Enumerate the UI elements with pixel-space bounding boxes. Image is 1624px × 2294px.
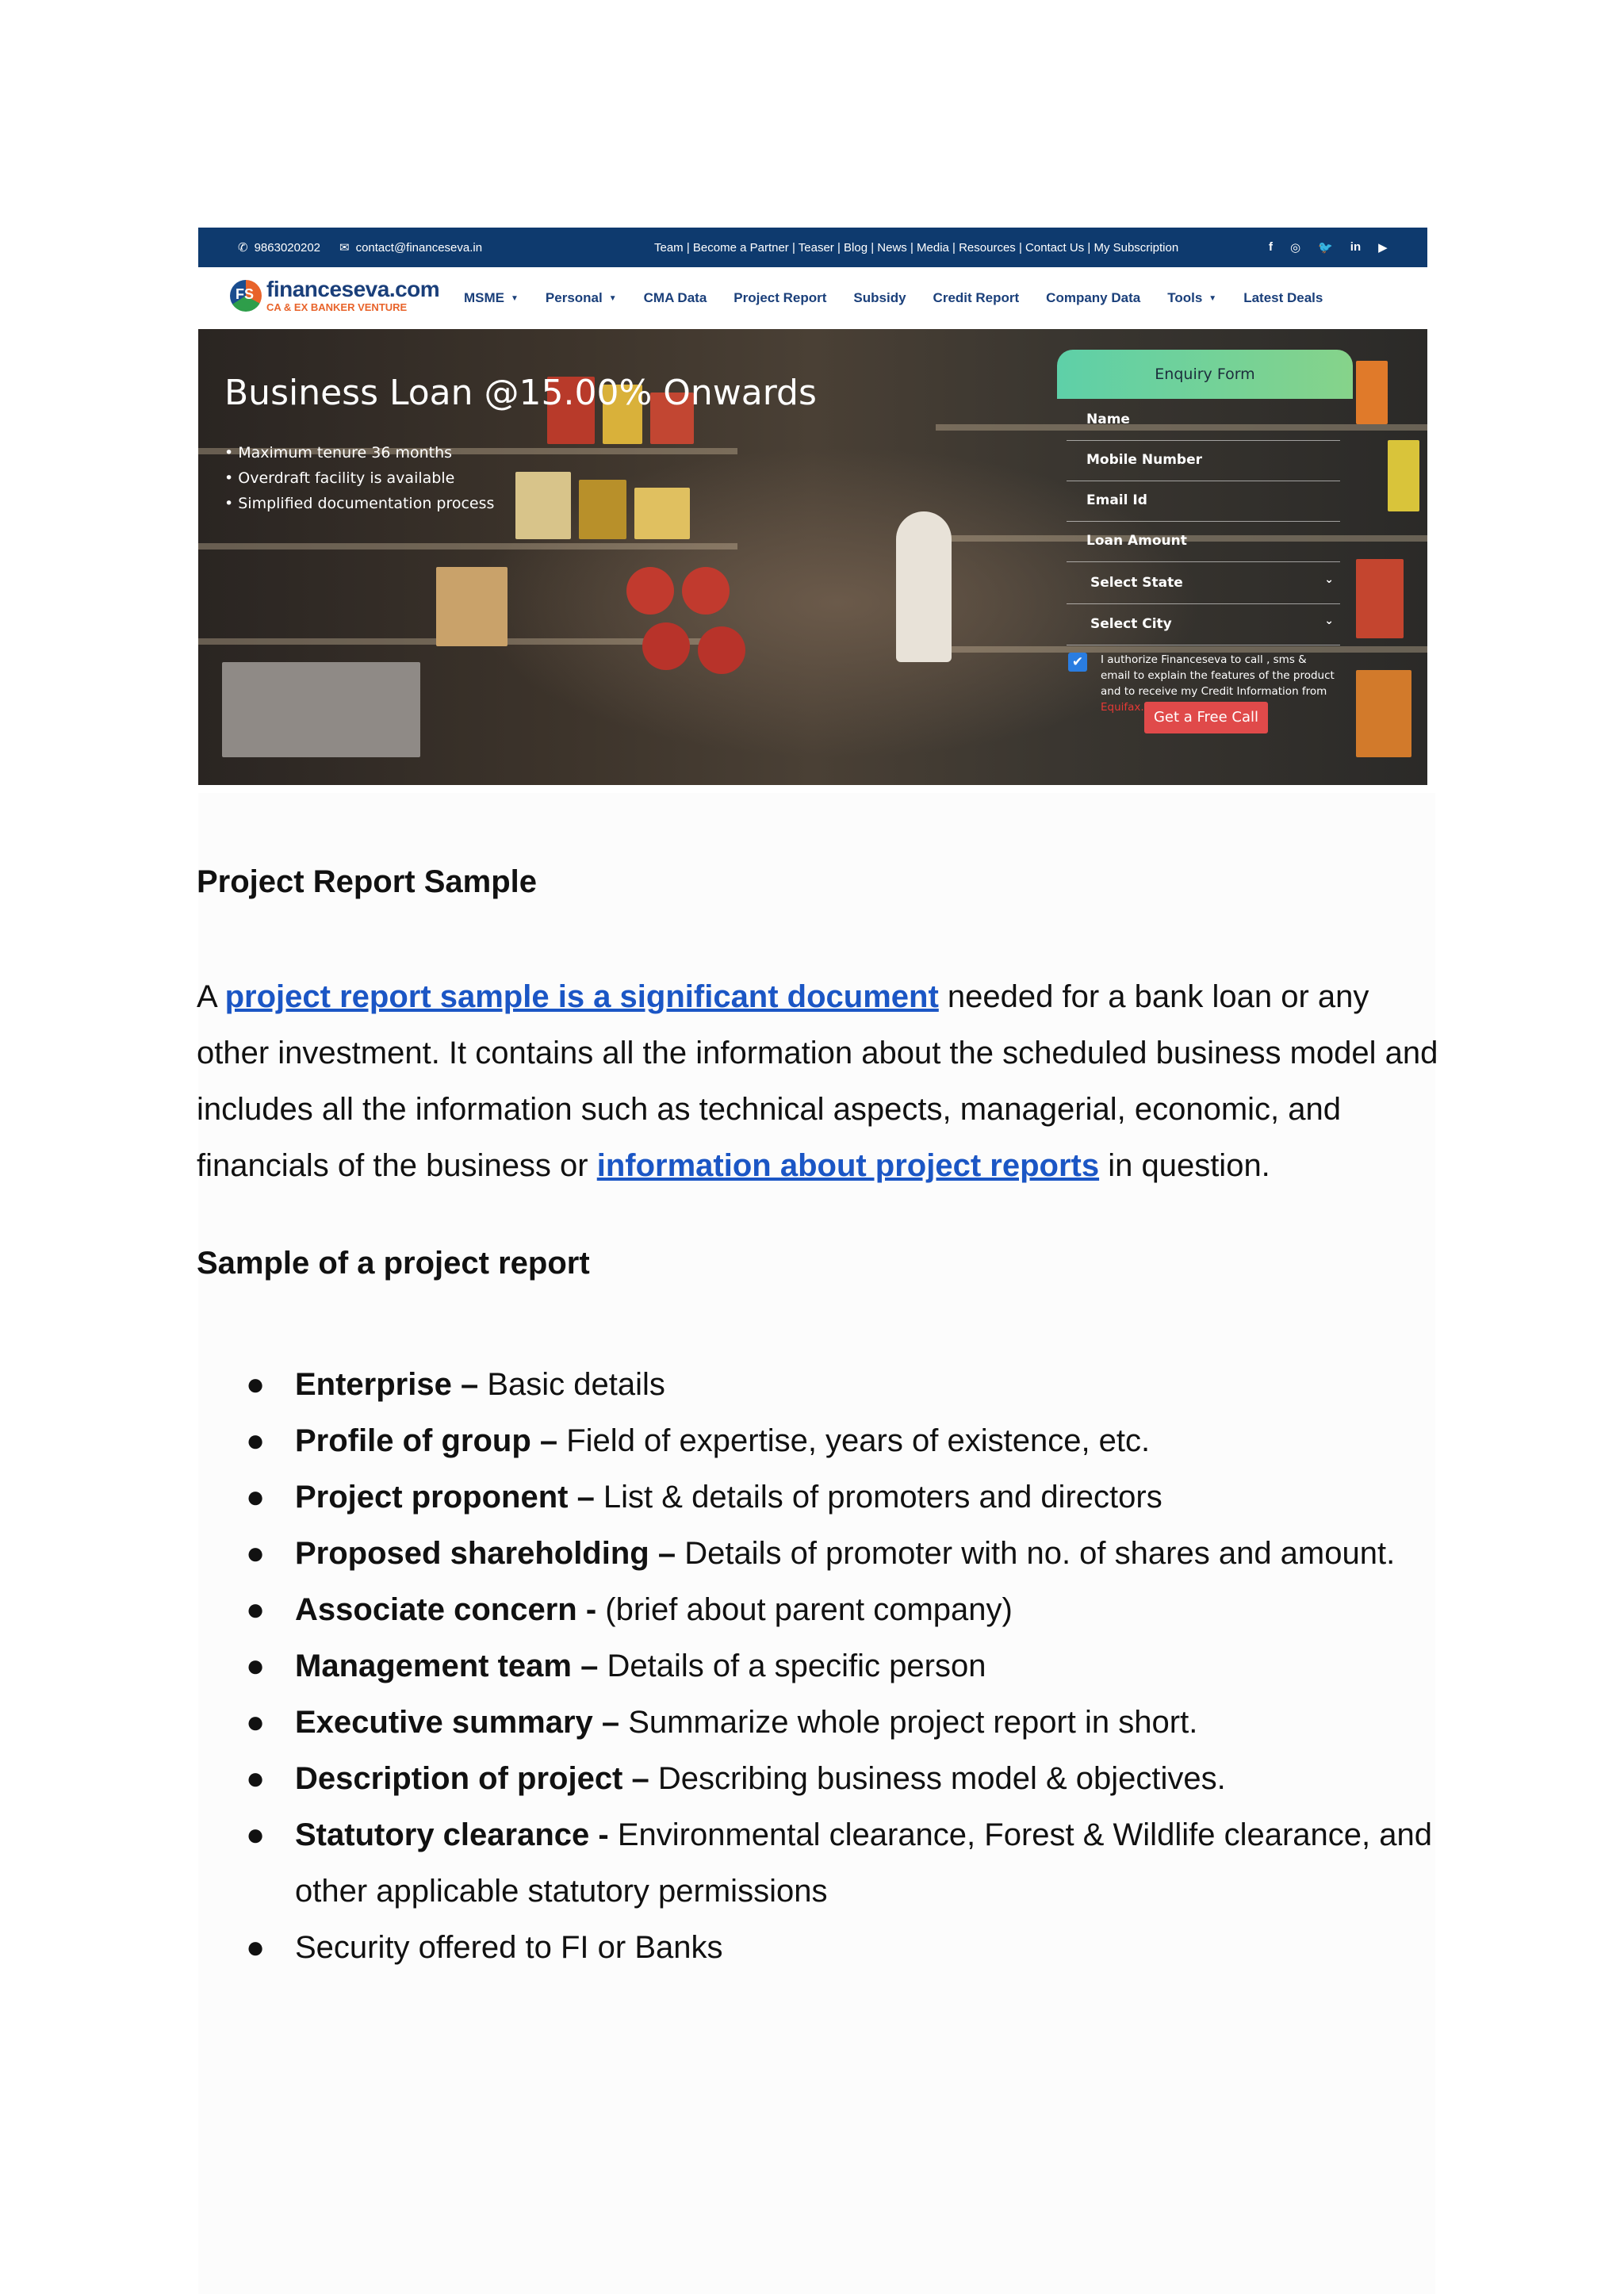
list-item: ● Management team – Details of a specific person [197, 1638, 1450, 1695]
nav-credit-report[interactable]: Credit Report [933, 290, 1020, 305]
bullet-icon: ● [246, 1480, 266, 1515]
top-bar [198, 228, 1427, 267]
website-screenshot [198, 228, 1427, 785]
consent-text: I authorize Financeseva to call , sms & email to explain the features of the product and to receive my Credit Information from Equifax. [1101, 653, 1335, 714]
heading-sample-of-project-report: Sample of a project report [197, 1246, 590, 1281]
instagram-icon[interactable]: ◎ [1290, 241, 1301, 255]
chevron-down-icon: ⌄ [1324, 573, 1334, 586]
intro-paragraph: A project report sample is a significant document needed for a bank loan or any other investment. It contains all the information about the scheduled business model and includes all the information such as technical aspects, managerial, economic, and financials of the business or information about project reports in question. [197, 979, 1438, 1183]
hero-bullets [224, 444, 494, 520]
social-links [1269, 240, 1388, 255]
mobile-number-field[interactable]: Mobile Number [1067, 441, 1340, 481]
phone-icon: ✆ [238, 241, 248, 255]
report-contents-list [197, 1357, 1450, 1976]
nav-cma-data[interactable]: CMA Data [643, 290, 707, 305]
logo-mark-icon [230, 280, 262, 312]
loan-amount-field[interactable]: Loan Amount [1067, 522, 1340, 562]
bullet-icon: ● [246, 1817, 266, 1852]
hero-bullet: • Maximum tenure 36 months [224, 444, 453, 461]
phone-number[interactable]: 9863020202 [254, 240, 321, 255]
project-report-sample-link[interactable]: project report sample is a significant document [224, 979, 939, 1014]
facebook-icon[interactable]: f [1269, 240, 1273, 254]
top-links[interactable]: Team | Become a Partner | Teaser | Blog | News | Media | Resources | Contact Us | My Subscription [654, 240, 1179, 255]
bullet-icon: ● [246, 1705, 266, 1740]
mail-icon: ✉ [339, 241, 350, 255]
linkedin-icon[interactable]: in [1350, 240, 1362, 254]
list-item: ● Project proponent – List & details of promoters and directors [197, 1469, 1450, 1526]
bullet-icon: ● [246, 1423, 266, 1458]
nav-personal[interactable]: Personal ▼ [545, 290, 617, 305]
consent-checkbox[interactable] [1068, 653, 1087, 672]
nav-subsidy[interactable]: Subsidy [853, 290, 906, 305]
hero-banner [198, 329, 1427, 785]
bullet-icon: ● [246, 1592, 266, 1627]
caret-down-icon: ▼ [511, 293, 519, 303]
bullet-icon: ● [246, 1536, 266, 1571]
check-icon: ✔ [1071, 654, 1084, 669]
list-item: ● Proposed shareholding – Details of promoter with no. of shares and amount. [197, 1526, 1450, 1582]
enquiry-form-title: Enquiry Form [1057, 350, 1353, 399]
caret-down-icon: ▼ [608, 293, 617, 303]
project-reports-info-link[interactable]: information about project reports [596, 1148, 1100, 1183]
name-field[interactable]: Name [1067, 400, 1340, 441]
hero-title: Business Loan @15.00% Onwards [224, 373, 817, 413]
list-item: ● Enterprise – Basic details [197, 1357, 1450, 1413]
get-free-call-button[interactable]: Get a Free Call [1144, 702, 1268, 733]
logo-name: financeseva.com [266, 277, 440, 301]
list-item: ● Description of project – Describing business model & objectives. [197, 1751, 1450, 1807]
nav-msme[interactable]: MSME ▼ [464, 290, 519, 305]
main-navbar [198, 267, 1427, 329]
select-city-dropdown[interactable]: Select City ⌄ [1067, 605, 1340, 645]
caret-down-icon: ▼ [1208, 293, 1217, 303]
hero-bullet: • Overdraft facility is available [224, 469, 455, 487]
youtube-icon[interactable]: ▶ [1378, 241, 1388, 255]
nav-company-data[interactable]: Company Data [1046, 290, 1141, 305]
list-item: ● Associate concern - (brief about parent company) [197, 1582, 1450, 1638]
equifax-link[interactable]: Equifax. [1101, 701, 1144, 714]
contact-email[interactable]: contact@financeseva.in [355, 240, 483, 255]
hero-bullet: • Simplified documentation process [224, 495, 495, 512]
list-item: ● Profile of group – Field of expertise, years of existence, etc. [197, 1413, 1450, 1469]
heading-project-report-sample: Project Report Sample [197, 864, 538, 899]
chevron-down-icon: ⌄ [1324, 615, 1334, 627]
bullet-icon: ● [246, 1649, 266, 1683]
logo-tagline: CA & EX BANKER VENTURE [266, 301, 408, 313]
bullet-icon: ● [246, 1761, 266, 1796]
twitter-icon[interactable]: 🐦 [1318, 241, 1333, 255]
bullet-icon: ● [246, 1367, 266, 1402]
list-item: ● Executive summary – Summarize whole project report in short. [197, 1695, 1450, 1751]
site-logo[interactable] [230, 278, 439, 312]
nav-project-report[interactable]: Project Report [733, 290, 827, 305]
bullet-icon: ● [246, 1930, 266, 1965]
nav-tools[interactable]: Tools ▼ [1167, 290, 1217, 305]
list-item: ● Statutory clearance - Environmental clearance, Forest & Wildlife clearance, and other applicable statutory permissions [197, 1807, 1450, 1920]
select-state-dropdown[interactable]: Select State ⌄ [1067, 564, 1340, 604]
list-item: ● Security offered to FI or Banks [197, 1920, 1450, 1976]
nav-latest-deals[interactable]: Latest Deals [1243, 290, 1323, 305]
email-field[interactable]: Email Id [1067, 481, 1340, 522]
